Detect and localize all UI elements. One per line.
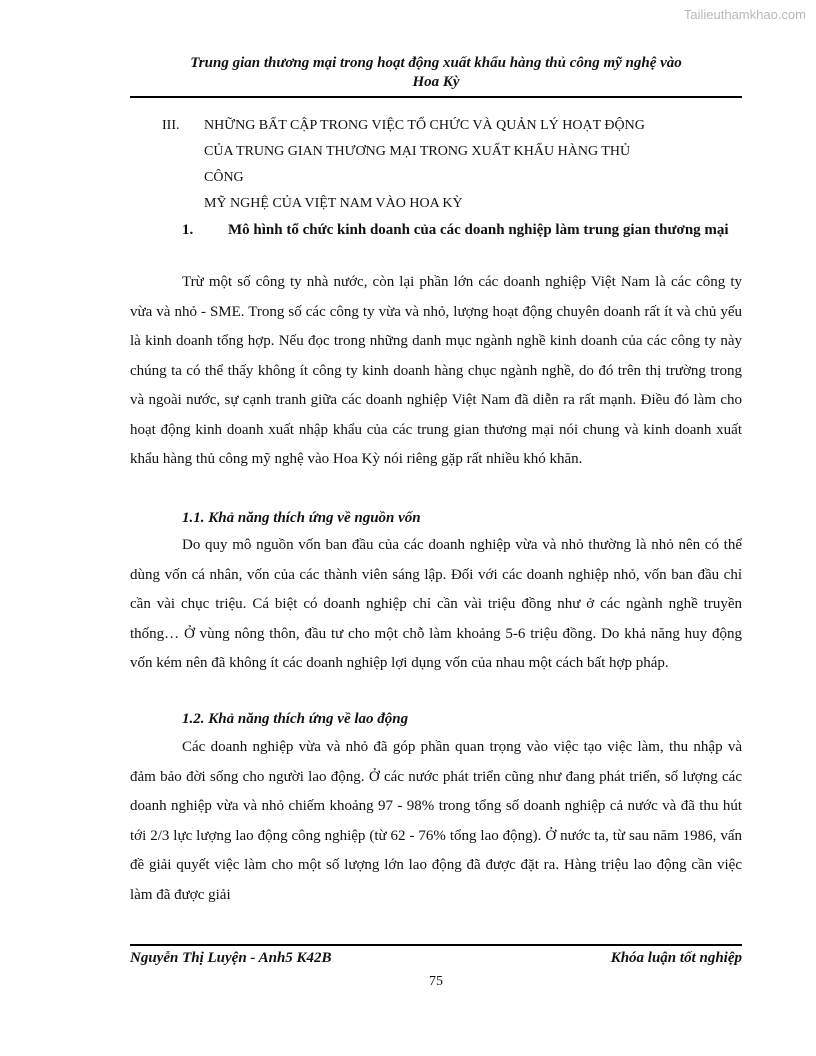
header-title-line-1: Trung gian thương mại trong hoạt động xuất khẩu hàng thủ công mỹ nghệ vào: [190, 55, 682, 71]
paragraph-capital-text: Do quy mô nguồn vốn ban đầu của các doanh nghiệp vừa và nhỏ thường là nhỏ nên có thể dùng vốn cá nhân, vốn của các thành viên sáng lập. Đối với các doanh nghiệp nhỏ, vốn ban đầu chỉ cần vài chục triệu. Cá biệt có doanh nghiệp chỉ cần vài triệu đồng như ở các ngành nghề truyền thống… Ở vùng nông thôn, đầu tư cho một chỗ làm khoảng 5-6 triệu đồng. Do khả năng huy động vốn kém nên đã không ít các doanh nghiệp lợi dụng vốn của nhau một cách bất hợp pháp.: [130, 537, 742, 671]
footer-document-type: Khóa luận tốt nghiệp: [610, 950, 742, 966]
footer-author: Nguyễn Thị Luyện - Anh5 K42B: [130, 950, 332, 966]
section-heading-line-1: NHỮNG BẤT CẬP TRONG VIỆC TỔ CHỨC VÀ QUẢN LÝ HOẠT ĐỘNG: [204, 118, 645, 133]
page-number: 75: [429, 974, 443, 989]
paragraph-intro-text: Trừ một số công ty nhà nước, còn lại phần lớn các doanh nghiệp Việt Nam là các công ty vừa và nhỏ - SME. Trong số các công ty vừa và nhỏ, lượng hoạt động chuyên doanh rất ít và chủ yếu là kinh doanh tổng hợp. Nếu đọc trong những danh mục ngành nghề kinh doanh của các công ty này chúng ta có thể thấy không ít công ty kinh doanh hàng chục ngành nghề, do đó trên thị trường trong và ngoài nước, sự cạnh tranh giữa các doanh nghiệp Việt Nam đã diễn ra rất mạnh. Điều đó làm cho hoạt động kinh doanh xuất nhập khẩu của các trung gian thương mại nói chung và kinh doanh xuất khẩu hàng thủ công mỹ nghệ vào Hoa Kỳ nói riêng gặp rất nhiều khó khăn.: [130, 274, 742, 467]
footer-divider: [130, 944, 742, 946]
section-heading-line-4: MỸ NGHỆ CỦA VIỆT NAM VÀO HOA KỲ: [204, 196, 463, 211]
section-heading-line-3: CÔNG: [204, 170, 244, 185]
header-title-line-2: Hoa Kỳ: [412, 74, 460, 90]
watermark: Tailieuthamkhao.com: [683, 7, 806, 22]
subsection-number: 1.: [182, 222, 194, 238]
paragraph-capital: [130, 531, 742, 679]
subsection-heading: Mô hình tổ chức kinh doanh của các doanh nghiệp làm trung gian thương mại: [228, 222, 729, 238]
running-header: [130, 54, 742, 92]
paragraph-labor: [130, 733, 742, 910]
section-number: III.: [162, 118, 180, 133]
subheading-labor: 1.2. Khả năng thích ứng về lao động: [182, 711, 409, 727]
header-divider: [130, 96, 742, 98]
subheading-capital: 1.1. Khả năng thích ứng về nguồn vốn: [182, 510, 421, 526]
paragraph-labor-text: Các doanh nghiệp vừa và nhỏ đã góp phần quan trọng vào việc tạo việc làm, thu nhập và đảm bảo đời sống cho người lao động. Ở các nước phát triển cũng như đang phát triển, số lượng các doanh nghiệp vừa và nhỏ chiếm khoảng 97 - 98% trong tổng số doanh nghiệp cả nước và đã thu hút tới 2/3 lực lượng lao động công nghiệp (từ 62 - 76% tổng lao động). Ở nước ta, từ sau năm 1986, vấn đề giải quyết việc làm cho một số lượng lớn lao động đã được đặt ra. Hàng triệu lao động cần việc làm đã được giải: [130, 739, 742, 903]
paragraph-intro: [130, 268, 742, 475]
section-heading: [204, 113, 744, 217]
section-heading-line-2: CỦA TRUNG GIAN THƯƠNG MẠI TRONG XUẤT KHẨU HÀNG THỦ: [204, 144, 631, 159]
